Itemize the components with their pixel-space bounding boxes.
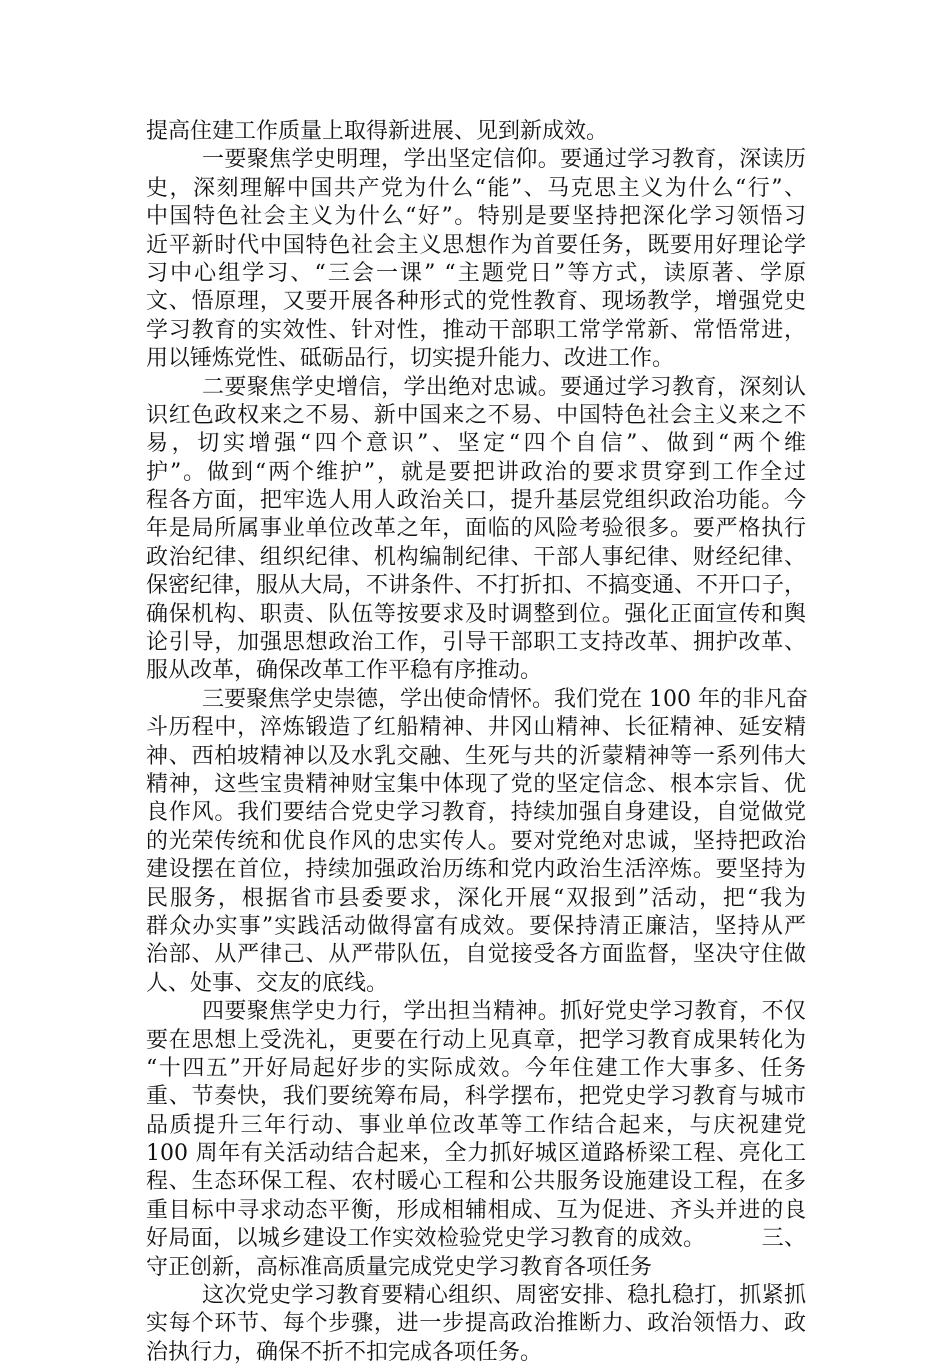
text-line: 史，深刻理解中国共产党为什么“能”、马克思主义为什么“行”、: [146, 175, 806, 201]
text-line: 提高住建工作质量上取得新进展、见到新成效。: [146, 119, 609, 144]
paragraph-first-line: 一要聚焦学史明理，学出坚定信仰。要通过学习教育，深读历: [202, 147, 806, 173]
text-line: 习中心组学习、“三会一课” “主题党日”等方式，读原著、学原: [146, 260, 806, 286]
paragraph-first-line: 四要聚焦学史力行，学出担当精神。抓好党史学习教育，不仅: [202, 999, 806, 1025]
text-line: 要在思想上受洗礼，更要在行动上见真章，把学习教育成果转化为: [146, 1027, 806, 1053]
paragraph-first-line: 二要聚焦学史增信，学出绝对忠诚。要通过学习教育，深刻认: [202, 374, 806, 400]
text-line: 的光荣传统和优良作风的忠实传人。要对党绝对忠诚，坚持把政治: [146, 828, 806, 854]
text-line: 近平新时代中国特色社会主义思想作为首要任务，既要用好理论学: [146, 232, 806, 258]
text-line: 民服务，根据省市县委要求，深化开展“双报到”活动，把“我为: [146, 885, 806, 911]
text-line: 良作风。我们要结合党史学习教育，持续加强自身建设，自觉做党: [146, 800, 806, 826]
text-line: 治部、从严律己、从严带队伍，自觉接受各方面监督，坚决守住做: [146, 942, 806, 968]
text-line: 100 周年有关活动结合起来，全力抓好城区道路桥梁工程、亮化工: [146, 1141, 806, 1167]
text-line: 守正创新，高标准高质量完成党史学习教育各项任务: [146, 1254, 653, 1280]
text-line: 服从改革，确保改革工作平稳有序推动。: [146, 658, 543, 684]
paragraph-first-line: 三要聚焦学史崇德，学出使命情怀。我们党在 100 年的非凡奋: [202, 686, 808, 712]
text-line: 论引导，加强思想政治工作，引导干部职工支持改革、拥护改革、: [146, 630, 806, 656]
text-line: 易，切实增强“四个意识”、坚定“四个自信”、做到“两个维: [146, 431, 806, 457]
text-line: 学习教育的实效性、针对性，推动干部职工常学常新、常悟常进，: [146, 317, 806, 343]
text-line: “十四五”开好局起好步的实际成效。今年住建工作大事多、任务: [146, 1055, 806, 1081]
text-line: 年是局所属事业单位改革之年，面临的风险考验很多。要严格执行: [146, 516, 806, 542]
text-line: 好局面，以城乡建设工作实效检验党史学习教育的成效。 三、: [146, 1226, 806, 1252]
text-line: 识红色政权来之不易、新中国来之不易、中国特色社会主义来之不: [146, 402, 806, 428]
text-line: 人、处事、交友的底线。: [146, 970, 389, 996]
text-line: 程、生态环保工程、农村暖心工程和公共服务设施建设工程，在多: [146, 1169, 806, 1195]
text-line: 神、西柏坡精神以及水乳交融、生死与共的沂蒙精神等一系列伟大: [146, 743, 806, 769]
text-line: 品质提升三年行动、事业单位改革等工作结合起来，与庆祝建党: [146, 1112, 806, 1138]
text-line: 保密纪律，服从大局，不讲条件、不打折扣、不搞变通、不开口子，: [146, 573, 807, 599]
text-line: 治执行力，确保不折不扣完成各项任务。: [146, 1339, 543, 1365]
text-line: 护”。做到“两个维护”，就是要把讲政治的要求贯穿到工作全过: [146, 459, 806, 485]
text-line: 重、节奏快，我们要统筹布局，科学摆布，把党史学习教育与城市: [146, 1084, 806, 1110]
paragraph-first-line: 这次党史学习教育要精心组织、周密安排、稳扎稳打，抓紧抓: [202, 1283, 806, 1309]
text-line: 斗历程中，淬炼锻造了红船精神、井冈山精神、长征精神、延安精: [146, 715, 806, 741]
text-line: 群众办实事”实践活动做得富有成效。要保持清正廉洁，坚持从严: [146, 913, 806, 939]
text-line: 用以锤炼党性、砥砺品行，切实提升能力、改进工作。: [146, 346, 675, 372]
text-line: 文、悟原理，又要开展各种形式的党性教育、现场教学，增强党史: [146, 289, 806, 315]
text-line: 精神，这些宝贵精神财宝集中体现了党的坚定信念、根本宗旨、优: [146, 771, 806, 797]
text-line: 重目标中寻求动态平衡，形成相辅相成、互为促进、齐头并进的良: [146, 1197, 806, 1223]
document-body: [146, 118, 806, 1367]
text-line: 实每个环节、每个步骤，进一步提高政治推断力、政治领悟力、政: [146, 1311, 806, 1337]
text-line: 政治纪律、组织纪律、机构编制纪律、干部人事纪律、财经纪律、: [146, 544, 806, 570]
text-line: 程各方面，把牢选人用人政治关口，提升基层党组织政治功能。今: [146, 488, 806, 514]
text-line: 中国特色社会主义为什么“好”。特别是要坚持把深化学习领悟习: [146, 204, 806, 230]
text-line: 建设摆在首位，持续加强政治历练和党内政治生活淬炼。要坚持为: [146, 857, 806, 883]
text-line: 确保机构、职责、队伍等按要求及时调整到位。强化正面宣传和舆: [146, 601, 806, 627]
